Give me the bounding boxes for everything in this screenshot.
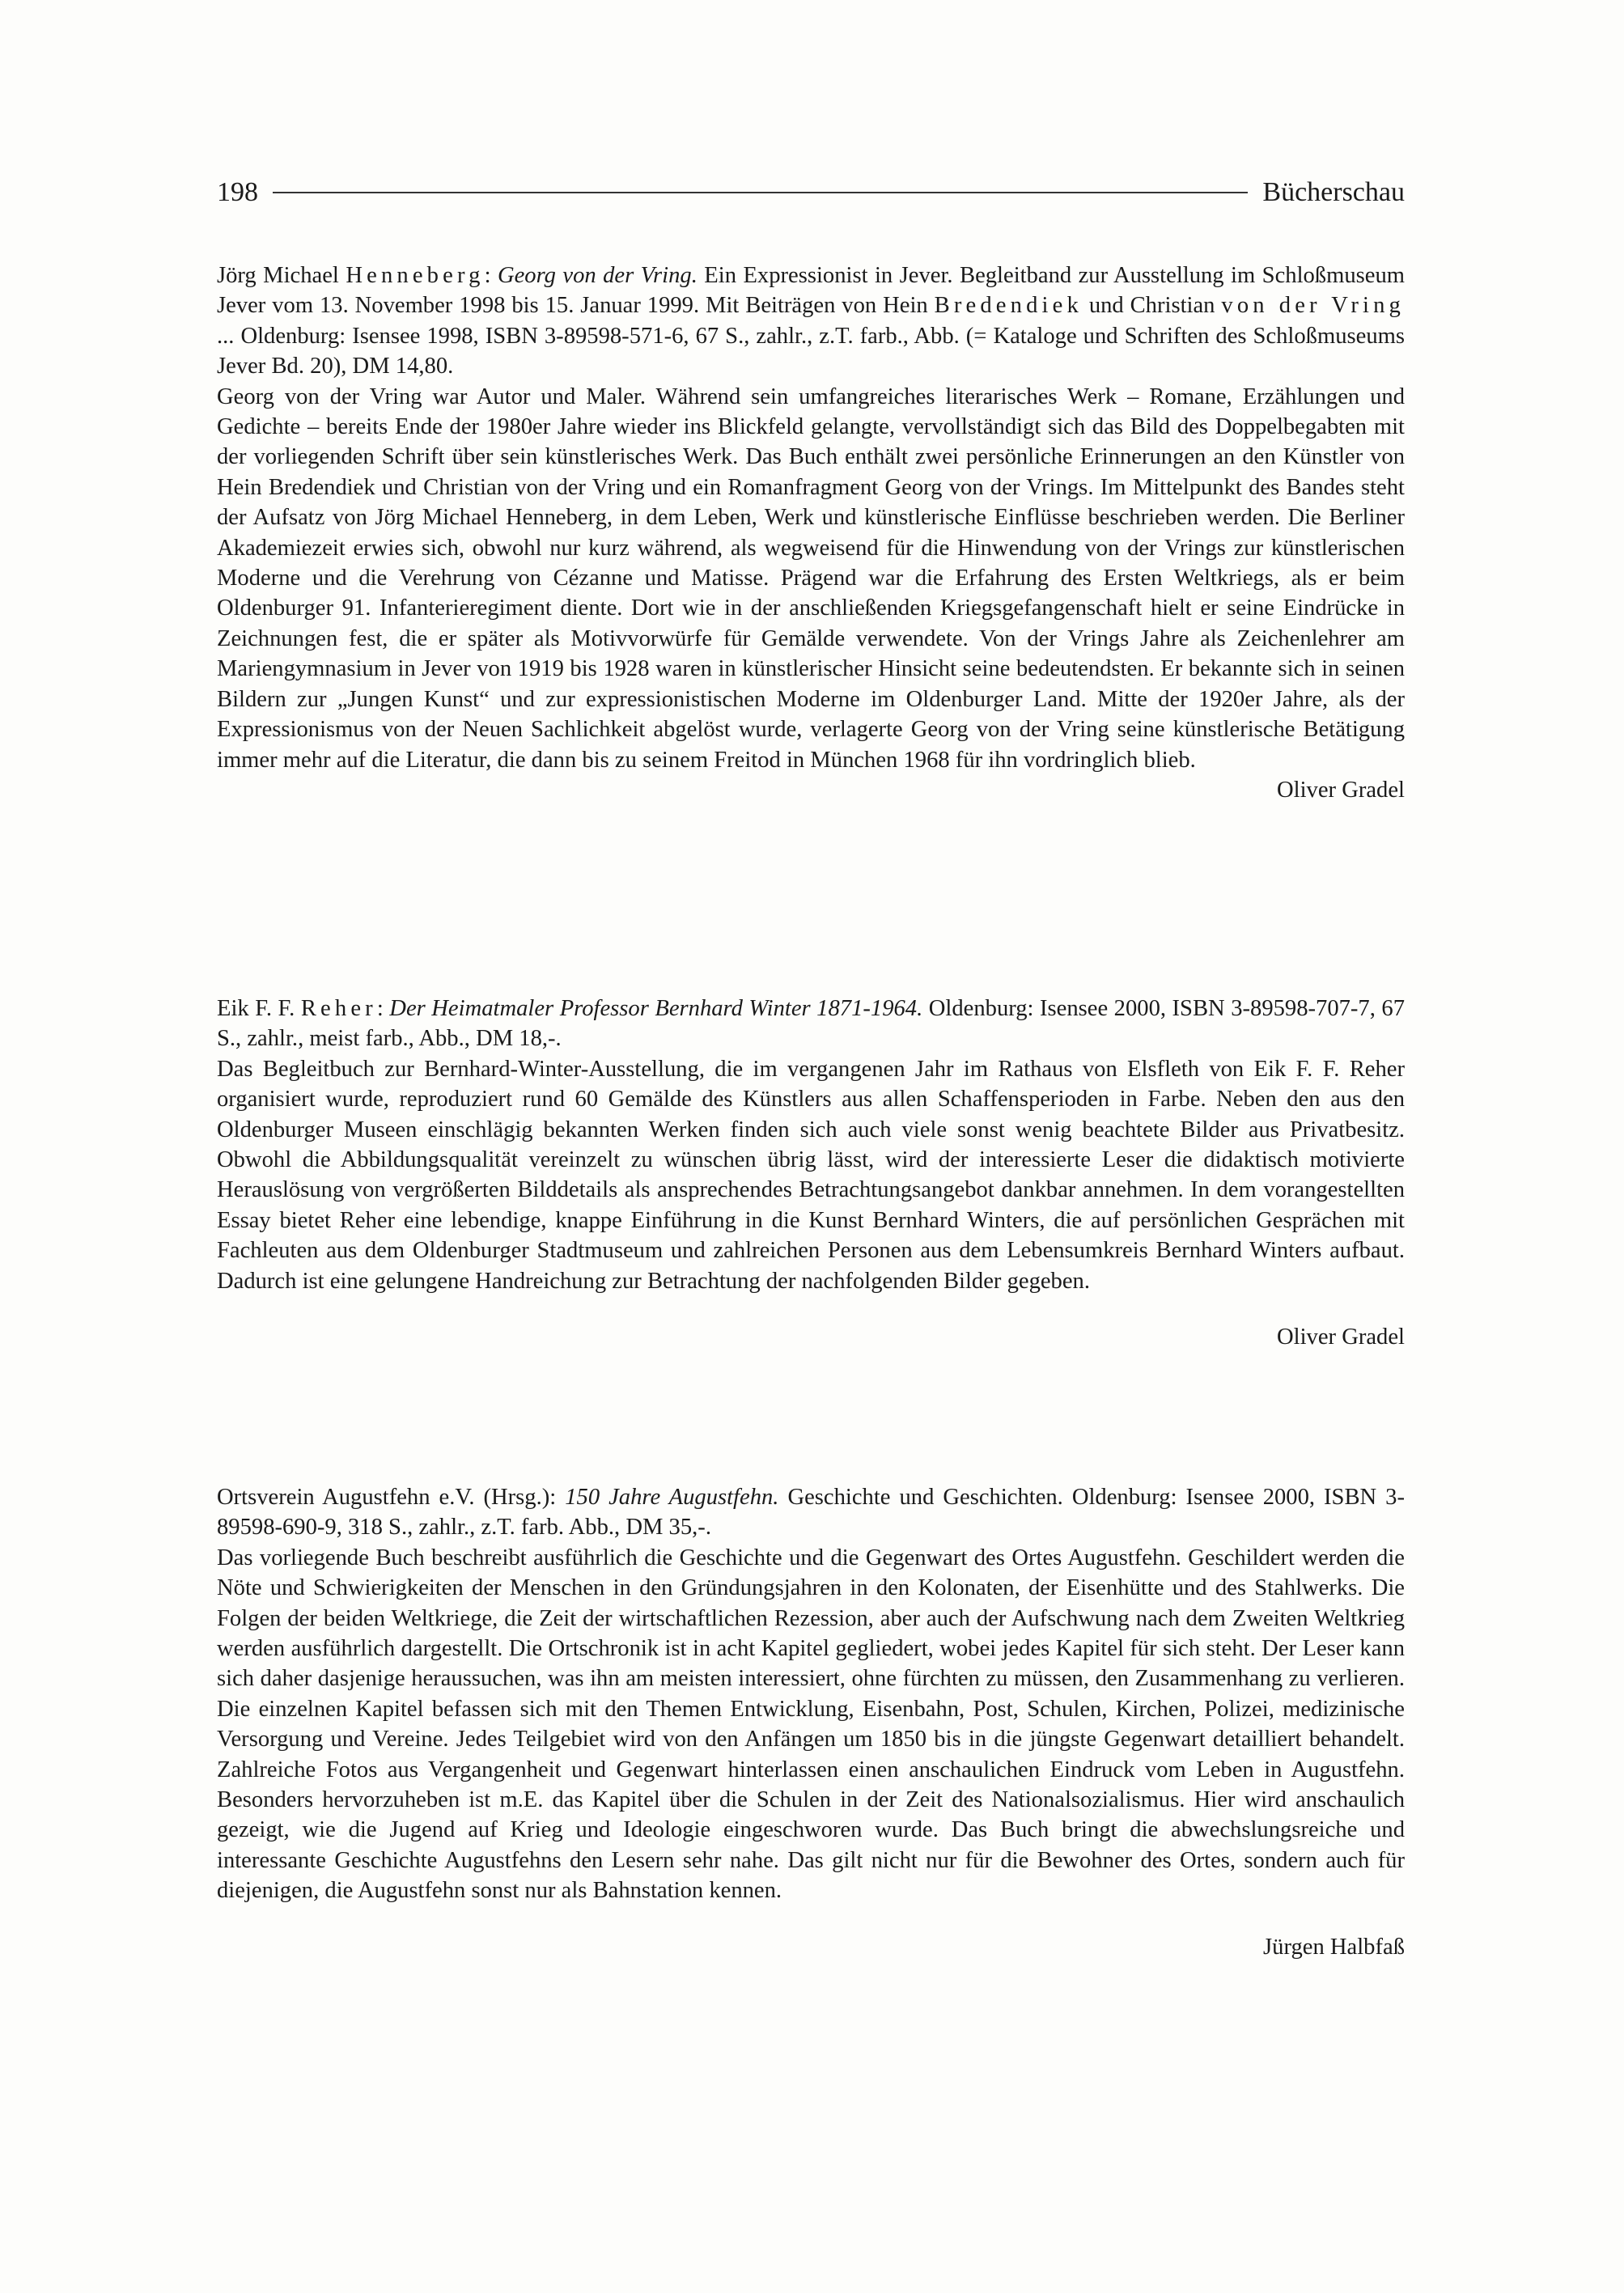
page-header bbox=[217, 168, 1405, 217]
review-2-title: Der Heimatmaler Professor Bernhard Winter 1871-1964. bbox=[389, 996, 923, 1021]
review-2-reviewer: Oliver Gradel bbox=[1277, 1325, 1405, 1350]
review-3-title: 150 Jahre Augustfehn. bbox=[565, 1485, 779, 1510]
review-1-citation: Jörg Michael Henneberg: Georg von der Vring. Ein Expressionist in Jever. Begleitband zur Ausstellung im Schloßmuseum Jever vom 13. November 1998 bis 15. Januar 1999. Mit Beiträgen von Hein Bredendiek und Christian von der Vring ... Oldenburg: Isensee 1998, ISBN 3-89598-571-6, 67 S., zahlr., z.T. farb., Abb. (= Kataloge und Schriften des Schloßmuseums Jever Bd. 20), DM 14,80. bbox=[217, 263, 1405, 379]
review-1-body: Georg von der Vring war Autor und Maler. Während sein umfangreiches literarisches Werk – Romane, Erzählungen und Gedichte – bereits Ende der 1980er Jahre wieder ins Blickfeld gelangte, vervollständigt sich das Bild des Doppelbegabten mit der vorliegenden Schrift über sein künstlerisches Werk. Das Buch enthält zwei persönliche Erinnerungen an den Künstler von Hein Bredendiek und Christian von der Vring und ein Romanfragment Georg von der Vrings. Im Mittelpunkt des Bandes steht der Aufsatz von Jörg Michael Henneberg, in dem Leben, Werk und künstlerische Einflüsse beschrieben werden. Die Berliner Akademiezeit erwies sich, obwohl nur kurz während, als wegweisend für die Hinwendung von der Vrings zur künstlerischen Moderne und die Verehrung von Cézanne und Matisse. Prägend war die Erfahrung des Ersten Weltkriegs, als er beim Oldenburger 91. Infanterieregiment diente. Dort wie in der anschließenden Kriegsgefangenschaft hielt er seine Eindrücke in Zeichnungen fest, die er später als Motivvorwürfe für Gemälde verwendete. Von der Vrings Jahre als Zeichenlehrer am Mariengymnasium in Jever von 1919 bis 1928 waren in künstlerischer Hinsicht seine bedeutendsten. Er bekannte sich in seinen Bildern zur „Jungen Kunst“ und zur expressionistischen Moderne im Oldenburger Land. Mitte der 1920er Jahre, als der Expressionismus von der Neuen Sachlichkeit abgelöst wurde, verlagerte Georg von der Vring seine künstlerische Betätigung immer mehr auf die Literatur, die dann bis zu seinem Freitod in München 1968 für ihn vordringlich blieb. bbox=[217, 384, 1405, 773]
review-1 bbox=[217, 261, 1405, 805]
review-2-body: Das Begleitbuch zur Bernhard-Winter-Ausstellung, die im vergangenen Jahr im Rathaus von Elsfleth von Eik F. F. Reher organisiert wurde, reproduziert rund 60 Gemälde des Künstlers aus allen Schaffensperioden in Farbe. Neben den aus den Oldenburger Museen einschlägig bekannten Werken finden sich auch viele sonst wenig beachtete Bilder aus Privatbesitz. Obwohl die Abbildungsqualität vereinzelt zu wünschen übrig lässt, wird der interessierte Leser die didaktisch motivierte Herauslösung von vergrößerten Bilddetails als ansprechendes Betrachtungsangebot dankbar annehmen. In dem vorangestellten Essay bietet Reher eine lebendige, knappe Einführung in die Kunst Bernhard Winters, die auf persönlichen Gesprächen mit Fachleuten aus dem Oldenburger Stadtmuseum und zahlreichen Personen aus dem Lebensumkreis Bernhard Winters aufbaut. Dadurch ist eine gelungene Handreichung zur Betrachtung der nachfolgenden Bilder gegeben. bbox=[217, 1056, 1405, 1294]
review-3-reviewer: Jürgen Halbfaß bbox=[1263, 1934, 1405, 1960]
section-title: Bücherschau bbox=[1262, 177, 1405, 207]
page-number: 198 bbox=[217, 177, 258, 207]
review-2-citation: Eik F. F. Reher: Der Heimatmaler Professor Bernhard Winter 1871-1964. Oldenburg: Isensee 2000, ISBN 3-89598-707-7, 67 S., zahlr., meist farb., Abb., DM 18,-. bbox=[217, 996, 1405, 1052]
review-2 bbox=[217, 994, 1405, 1352]
review-1-title: Georg von der Vring. bbox=[497, 263, 698, 288]
review-3-citation: Ortsverein Augustfehn e.V. (Hrsg.): 150 Jahre Augustfehn. Geschichte und Geschichten. Oldenburg: Isensee 2000, ISBN 3-89598-690-9, 318 S., zahlr., z.T. farb. Abb., DM 35,-. bbox=[217, 1485, 1405, 1541]
review-1-reviewer: Oliver Gradel bbox=[1277, 777, 1405, 803]
header-rule bbox=[273, 192, 1248, 193]
review-3 bbox=[217, 1482, 1405, 1962]
review-3-body: Das vorliegende Buch beschreibt ausführlich die Geschichte und die Gegenwart des Ortes Augustfehn. Geschildert werden die Nöte und Schwierigkeiten der Menschen in den Gründungsjahren in den Kolonaten, der Eisenhütte und des Stahlwerks. Die Folgen der beiden Weltkriege, die Zeit der wirtschaftlichen Rezession, aber auch der Aufschwung nach dem Zweiten Weltkrieg werden ausführlich dargestellt. Die Ortschronik ist in acht Kapitel gegliedert, wobei jedes Kapitel für sich steht. Der Leser kann sich daher dasjenige heraussuchen, was ihn am meisten interessiert, ohne fürchten zu müssen, den Zusammenhang zu verlieren. Die einzelnen Kapitel befassen sich mit den Themen Entwicklung, Eisenbahn, Post, Schulen, Kirchen, Polizei, medizinische Versorgung und Vereine. Jedes Teilgebiet wird von den Anfängen um 1850 bis in die jüngste Gegenwart detailliert behandelt. Zahlreiche Fotos aus Vergangenheit und Gegenwart hinterlassen einen anschaulichen Eindruck vom Leben in Augustfehn. Besonders hervorzuheben ist m.E. das Kapitel über die Schulen in der Zeit des Nationalsozialismus. Hier wird anschaulich gezeigt, wie die Jugend auf Krieg und Ideologie eingeschworen wurde. Das Buch bringt die abwechslungsreiche und interessante Geschichte Augustfehns den Lesern sehr nahe. Das gilt nicht nur für die Bewohner des Ortes, sondern auch für diejenigen, die Augustfehn sonst nur als Bahnstation kennen. bbox=[217, 1545, 1405, 1904]
